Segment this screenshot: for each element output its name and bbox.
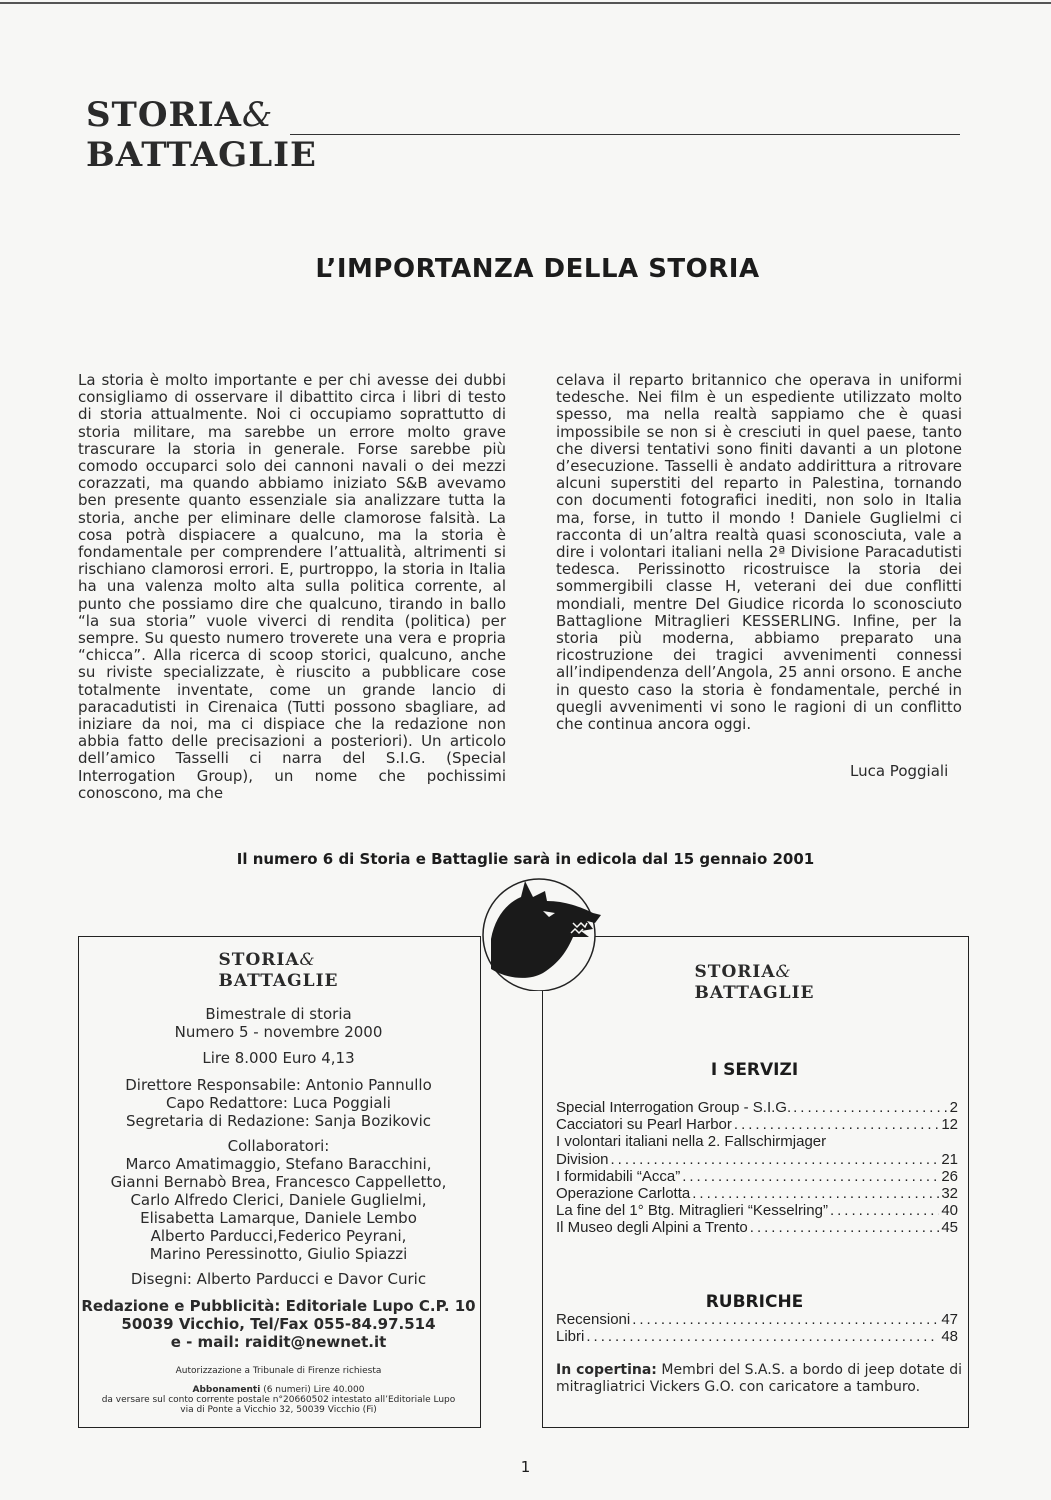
top-border [0,2,1051,4]
toc-item-page: 45 [941,1219,958,1237]
toc-item-label: Libri [556,1328,585,1346]
toc-item-label: La fine del 1° Btg. Mitraglieri “Kesselring” [556,1202,828,1220]
article-right-column: celava il reparto britannico che operava in uniformi tedesche. Nei film è un espediente utilizzato molto spesso, ma nella realtà sappiamo che è quasi impossibile se non si è cresciuti in quel paese, tanto che diversi tentativi sono finiti davanti a un plotone d’esecuzione. Tasselli è andato addirittura a ritrovare alcuni superstiti del reparto in Palestina, tornando con documenti fotografici inediti, non solo in Italia ma, forse, in tutto il mondo ! Daniele Guglielmi ci racconta di un’altra realtà quasi sconosciuta, vale a dire i volontari italiani nella 2ª Divisione Paracadutisti tedesca. Perissinotto ricostruisce la storia dei sommergibili classe H, veterani dei due conflitti mondiali, mentre Del Giudice ricorda lo sconosciuto Battaglione Mitraglieri KESSERLING. Infine, per la storia più moderna, abbiamo preparato una ricostruzione dei tragici avvenimenti connessi all’indipendenza dell’Angola, 25 anni orsono. E anche in questo caso la storia è fondamentale, perché in quegli avvenimenti vi sono le ragioni di un conflitto che continua ancora oggi. [556,371,962,734]
toc-leader-dots [793,1099,948,1116]
cover-label: In copertina: [556,1362,657,1378]
subscriptions-value: (6 numeri) Lire 40.000 [263,1385,365,1395]
masthead-line2: BATTAGLIE [86,135,317,175]
colophon-subscriptions-line: via di Ponte a Vicchio 32, 50039 Vicchio (Fi) [180,1405,377,1415]
toc-item-page: 21 [941,1150,958,1168]
colophon-collab-heading: Collaboratori: [227,1137,330,1155]
toc-item [556,1099,958,1116]
toc-item [556,1219,958,1236]
rubriche-list [556,1311,958,1345]
toc-item-page: 47 [941,1311,958,1328]
toc-item [556,1151,958,1168]
masthead-logo [86,95,317,175]
toc-leader-dots [734,1116,939,1133]
colophon-collaborator-line: Alberto Parducci,Federico Peyrani, [150,1227,407,1245]
colophon-subtitle: Bimestrale di storia [205,1005,352,1023]
article-left-column: La storia è molto importante e per chi avesse dei dubbi consigliamo di osservare il dibattito circa i libri di testo di storia attualmente. Noi ci occupiamo soprattutto di storia militare, ma sarebbe un errore molto grave trascurare la storia in generale. Forse sarebbe più comodo occuparci solo dei cannoni navali o dei mezzi corazzati, ma quando abbiamo iniziato S&B avevamo ben presente quanto essenziale sia analizzare tutta la storia, anche per eliminare delle clamorose falsità. La cosa potrà dispiacere a qualcuno, ma la storia è fondamentale per comprendere l’attualità, altrimenti si rischiano clamorosi errori. E, purtroppo, la storia in Italia ha una valenza molto alta sulla politica corrente, al punto che possiamo dire che qualcuno, tirando in ballo “la sua storia” vuole viverci di rendita (politica) per sempre. Su questo numero troverete una vera e propria “chicca”. Alla ricerca di scoop storici, qualcuno, anche su riviste specializzate, è riuscito a pubblicare cose totalmente inventate, come un grande lancio di paracadutisti in Cirenaica (Tutti possono sbagliare, ad iniziare da noi, ma ci dispiace che la redazione non abbia fatto delle precisazioni a posteriori). Un articolo dell’amico Tasselli ci narra del S.I.G. (Special Interrogation Group), un nome che pochissimi conoscono, ma che [78,371,506,802]
colophon-price: Lire 8.000 Euro 4,13 [202,1049,355,1067]
page-number: 1 [520,1458,531,1476]
colophon-logo-line1: STORIA [218,950,300,970]
toc-item [556,1328,958,1345]
colophon-logo [219,952,339,990]
header-rule [290,134,960,135]
colophon-collaborator-line: Marco Amatimaggio, Stefano Baracchini, [125,1155,432,1173]
contents-logo-amp: & [775,962,792,982]
toc-item-page: 48 [941,1328,958,1346]
contents-logo-line1: STORIA [694,962,776,982]
colophon-chief-editor: Capo Redattore: Luca Poggiali [166,1094,391,1112]
colophon-secretary: Segretaria di Redazione: Sanja Bozikovic [125,1112,432,1130]
colophon-logo-line2: BATTAGLIE [218,971,339,991]
toc-item-page: 40 [941,1202,958,1220]
toc-item-page: 32 [941,1185,958,1203]
colophon-drawings: Disegni: Alberto Parducci e Davor Curic [130,1270,427,1288]
colophon-collaborator-line: Gianni Bernabò Brea, Francesco Cappelletto, [110,1173,447,1191]
toc-leader-dots [586,1328,939,1345]
toc-item [556,1168,958,1185]
toc-item-label-continued: I volontari italiani nella 2. Fallschirmjager [556,1133,827,1151]
services-heading: I SERVIZI [710,1060,799,1080]
cover-caption [556,1362,962,1396]
contents-logo-line2: BATTAGLIE [694,983,815,1003]
toc-leader-dots [682,1168,939,1185]
colophon-collaborator-line: Carlo Alfredo Clerici, Daniele Guglielmi, [130,1191,427,1209]
masthead-ampersand: & [242,95,274,135]
colophon-logo-amp: & [299,950,316,970]
toc-item [556,1116,958,1133]
colophon-publisher-line: 50039 Vicchio, Tel/Fax 055-84.97.514 [121,1315,436,1333]
colophon-collaborator-line: Elisabetta Lamarque, Daniele Lembo [140,1209,417,1227]
toc-item [556,1202,958,1219]
toc-leader-dots [750,1219,940,1236]
contents-logo [695,964,815,1002]
masthead-line1: STORIA [86,95,243,135]
toc-leader-dots [830,1202,939,1219]
toc-item-label: Special Interrogation Group - S.I.G. [556,1099,792,1116]
toc-item-label: Operazione Carlotta [556,1185,691,1203]
colophon-subscriptions [78,1385,479,1395]
toc-item [556,1311,958,1328]
toc-item-page: 26 [941,1167,958,1185]
toc-item-label: Recensioni [556,1311,631,1328]
colophon-collaborator-line: Marino Peressinotto, Giulio Spiazzi [149,1245,408,1263]
toc-item-page: 12 [941,1116,958,1134]
toc-item [556,1185,958,1202]
article-title-text: L’IMPORTANZA DELLA STORIA [315,254,760,284]
colophon-email: e - mail: raidit@newnet.it [170,1333,387,1351]
article-title [0,254,1051,284]
toc-item-label: Division [556,1150,609,1168]
colophon-authorization: Autorizzazione a Tribunale di Firenze richiesta [175,1366,382,1376]
toc-leader-dots [692,1185,939,1202]
toc-item-label: I formidabili “Acca” [556,1167,681,1185]
colophon-director: Direttore Responsabile: Antonio Pannullo [125,1076,432,1094]
wolf-head-logo-icon [473,877,607,991]
next-issue-notice: Il numero 6 di Storia e Battaglie sarà in edicola dal 15 gennaio 2001 [236,850,815,868]
toc-item-label: Cacciatori su Pearl Harbor [556,1116,732,1134]
cover-text: Membri del S.A.S. a bordo di jeep dotate di mitragliatrici Vickers G.O. con caricatore a tamburo. [556,1362,962,1395]
colophon-issue: Numero 5 - novembre 2000 [174,1023,383,1041]
toc-item-label: Il Museo degli Alpini a Trento [556,1219,748,1237]
toc-item-page: 2 [949,1099,958,1116]
colophon-publisher-line: Redazione e Pubblicità: Editoriale Lupo C.P. 10 [81,1297,476,1315]
rubriche-heading: RUBRICHE [705,1292,804,1312]
services-list [556,1099,958,1237]
toc-leader-dots [632,1311,939,1328]
colophon-logo-wrap [78,952,479,990]
colophon-subscriptions-line: da versare sul conto corrente postale n°20660502 intestato all’Editoriale Lupo [101,1395,456,1405]
article-author: Luca Poggiali [850,762,949,780]
toc-leader-dots [611,1151,940,1168]
subscriptions-label: Abbonamenti [192,1385,261,1395]
